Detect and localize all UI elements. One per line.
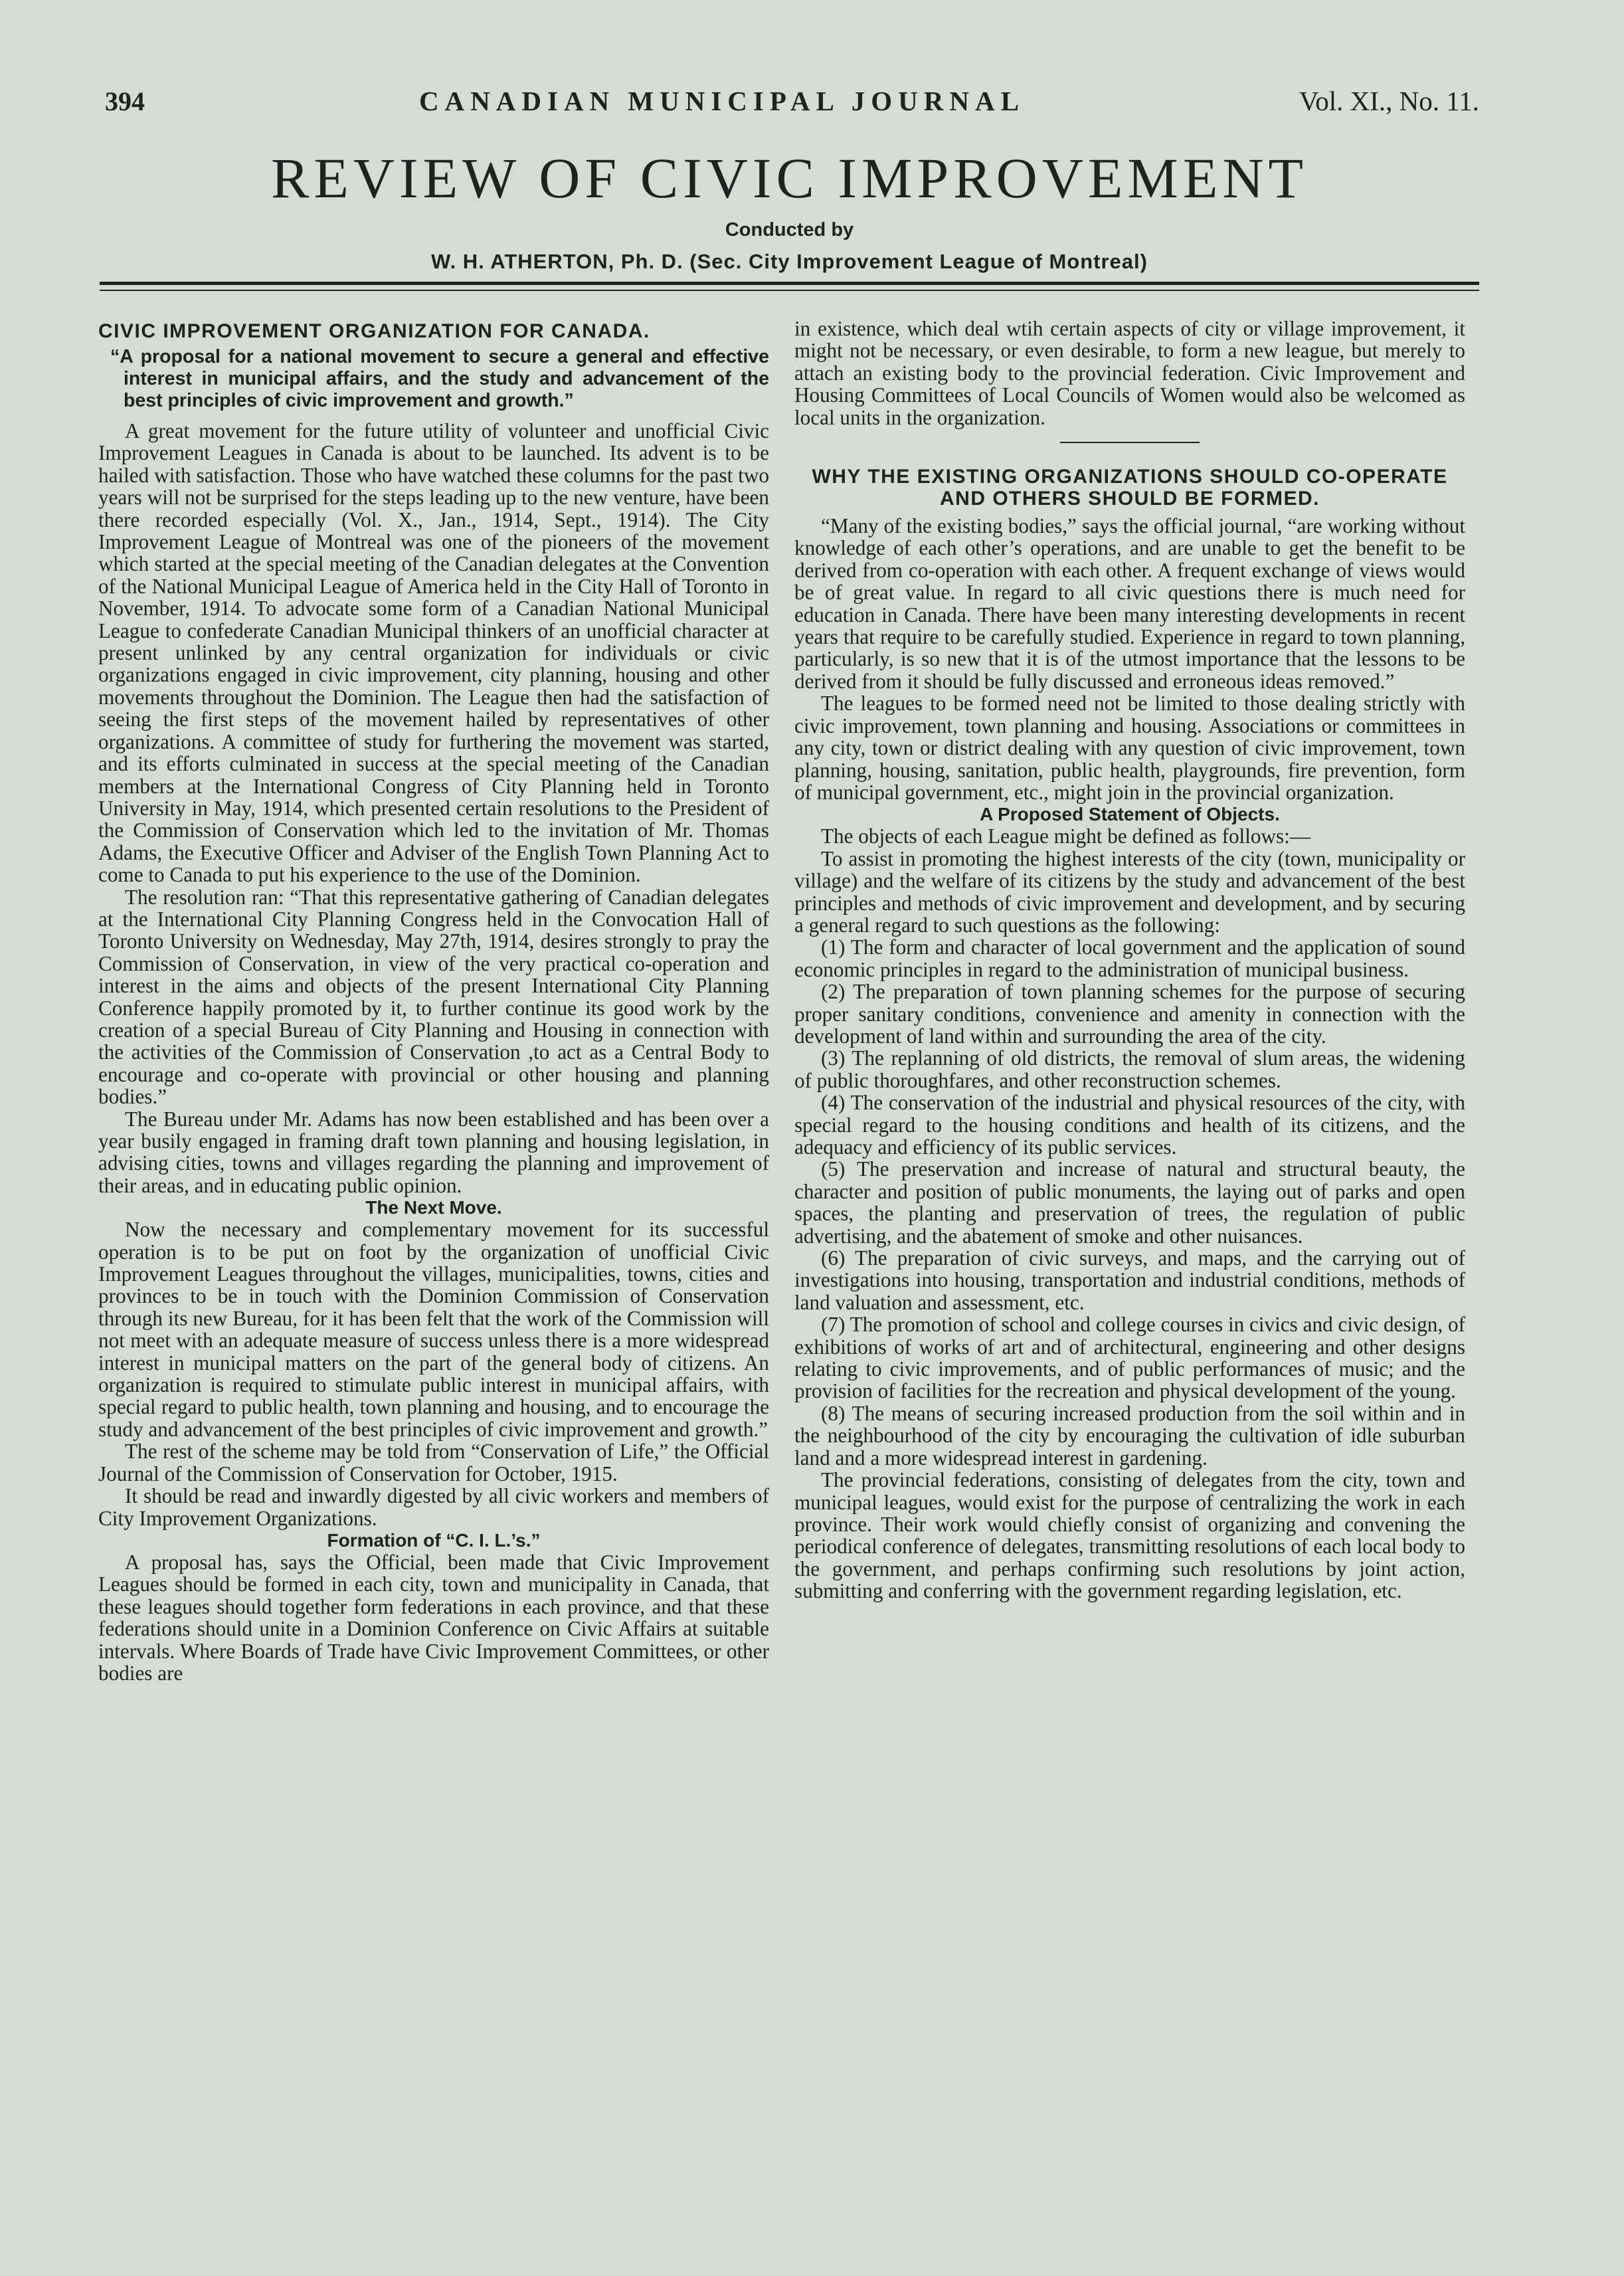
lead-quote: “A proposal for a national movement to secure a general and effective interest in municipal affairs, and the study and advancement of the best principles of civic improvement and growth.” (110, 346, 769, 411)
paragraph: The leagues to be formed need not be limited to those dealing strictly with civic improvement, town planning and housing. Associations or committees in any city, town or district dealing with any question of civic improvement, town planning, housing, sanitation, public health, playgrounds, fire prevention, form of municipal government, etc., might join in the provincial organization. (794, 692, 1465, 804)
article-heading: CIVIC IMPROVEMENT ORGANIZATION FOR CANADA. (98, 320, 650, 342)
section-divider (1060, 442, 1200, 443)
volume-issue: Vol. XI., No. 11. (1299, 86, 1479, 116)
right-column (794, 318, 1465, 1602)
paragraph: To assist in promoting the highest interests of the city (town, municipality or village) and the welfare of its citizens by the study and advancement of the best principles and methods of civic improvement and development, and by securing a general regard to such questions as the following: (794, 846, 1465, 937)
list-item: (6) The preparation of civic surveys, and maps, and the carrying out of investigations into housing, transportation and industrial conditions, methods of land valuation and assessment, etc. (794, 1246, 1465, 1314)
paragraph: Now the necessary and complementary movement for its successful operation is to be put on foot by the organization of unofficial Civic Improvement Leagues throughout the villages, municipalities, towns, cities and provinces to be in touch with the Dominion Commission of Conservation through its new Bureau, for it has been felt that the work of the Commission will not meet with an adequate measure of success unless there is a more widespread interest in municipal matters on the part of the general body of citizens. An organization is required to stimulate public interest in municipal affairs, with special regard to public health, town planning and housing, and to encourage the study and advancement of the best principles of civic improvement and growth.” (98, 1218, 769, 1441)
list-item: (3) The replanning of old districts, the removal of slum areas, the widening of public thoroughfares, and other reconstruction schemes. (794, 1046, 1465, 1092)
section-heading: WHY THE EXISTING ORGANIZATIONS SHOULD CO-OPERATE AND OTHERS SHOULD BE FORMED. (812, 466, 1448, 510)
header-rule-thin (100, 290, 1479, 291)
page-number: 394 (105, 86, 145, 116)
paragraph: It should be read and inwardly digested by all civic workers and members of City Improvement Organizations. (98, 1484, 769, 1530)
conducted-by: Conducted by (725, 219, 854, 240)
paragraph: The Bureau under Mr. Adams has now been established and has been over a year busily engaged in framing draft town planning and housing legislation, in advising cities, towns and villages regarding the planning and improvement of their areas, and in educating public opinion. (98, 1107, 769, 1197)
subheading-objects: A Proposed Statement of Objects. (980, 804, 1280, 825)
paragraph: The rest of the scheme may be told from “Conservation of Life,” the Official Journal of the Commission of Conservation for October, 1915. (98, 1440, 769, 1485)
paragraph: The resolution ran: “That this representative gathering of Canadian delegates at the International City Planning Congress held in the Convocation Hall of Toronto University on Wednesday, May 27th, 1914, desires strongly to pray the Commission of Conservation, in view of the very practical co-operation and interest in the aims and objects of the present International City Planning Conference happily promoted by it, to further continue its good work by the creation of a special Bureau of City Planning and Housing in connection with the activities of the Commission of Conservation ,to act as a Central Body to encourage and co-operate with provincial or other housing and planning bodies.” (98, 885, 769, 1109)
subheading-next-move: The Next Move. (365, 1197, 502, 1218)
list-item: (8) The means of securing increased production from the soil within and in the neighbourhood of the city by encouraging the cultivation of idle suburban land and a more widespread interest in gardening. (794, 1401, 1465, 1470)
list-item: (2) The preparation of town planning schemes for the purpose of securing proper sanitary conditions, convenience and amenity in connection with the development of land within and surrounding the area of the city. (794, 980, 1465, 1048)
list-item: (1) The form and character of local government and the application of sound economic principles in regard to the administration of municipal business. (794, 935, 1465, 981)
list-item: (4) The conservation of the industrial and physical resources of the city, with special regard to the housing conditions and health of its citizens, and the adequacy and efficiency of its public services. (794, 1091, 1465, 1159)
list-item: (7) The promotion of school and college courses in civics and civic design, of exhibitions of works of art and of architectural, engineering and other designs relating to civic improvements, and of public performances of music; and the provision of facilities for the recreation and physical development of the young. (794, 1313, 1465, 1403)
running-header (105, 85, 1479, 125)
page-title: REVIEW OF CIVIC IMPROVEMENT (270, 146, 1308, 210)
subheading-formation: Formation of “C. I. L.’s.” (327, 1529, 541, 1551)
paragraph: in existence, which deal wtih certain aspects of city or village improvement, it might not be necessary, or even desirable, to form a new league, but merely to attach an existing body to the provincial federation. Civic Improvement and Housing Committees of Local Councils of Women would also be welcomed as local units in the organization. (794, 317, 1465, 429)
left-column (98, 318, 769, 1684)
paragraph: A proposal has, says the Official, been made that Civic Improvement Leagues should be formed in each city, town and municipality in Canada, that these leagues should together form federations in each province, and that these federations should unite in a Dominion Conference on Civic Affairs at suitable intervals. Where Boards of Trade have Civic Improvement Committees, or other bodies are (98, 1550, 769, 1685)
paragraph: A great movement for the future utility of volunteer and unofficial Civic Improvement Leagues in Canada is about to be launched. Its advent is to be hailed with satisfaction. Those who have watched these columns for the past two years will not be surprised for the steps leading up to the new venture, have been there recorded especially (Vol. X., Jan., 1914, Sept., 1914). The City Improvement League of Montreal was one of the pioneers of the movement which started at the special meeting of the Canadian delegates at the Convention of the National Municipal League of America held in the City Hall of Toronto in November, 1914. To advocate some form of a Canadian National Municipal League to confederate Canadian Municipal thinkers of an unofficial character at present unlinked by any central organization for individuals or civic organizations engaged in civic improvement, city planning, housing and other movements throughout the Dominion. The League then had the satisfaction of seeing the first steps of the movement hailed by representatives of other organizations. A committee of study for furthering the movement was started, and its efforts culminated in success at the special meeting of the Canadian members at the International Congress of City Planning held in Toronto University in May, 1914, which presented certain resolutions to the President of the Commission of Conservation which led to the invitation of Mr. Thomas Adams, the Executive Officer and Adviser of the English Town Planning Act to come to Canada to put his experience to the use of the Dominion. (98, 419, 769, 887)
paragraph: “Many of the existing bodies,” says the official journal, “are working without knowledge of each other’s operations, and are unable to get the benefit to be derived from co-operation with each other. A frequent exchange of views would be of great value. In regard to all civic questions there is much need for education in Canada. There have been many interesting developments in recent years that require to be carefully studied. Experience in regard to town planning, particularly, is so new that it is of the utmost importance that the lessons to be derived from it should be fully discussed and erroneous ideas removed.” (794, 514, 1465, 693)
header-rule-thick (100, 282, 1479, 285)
author-line: W. H. ATHERTON, Ph. D. (Sec. City Improvement League of Montreal) (431, 250, 1148, 273)
list-item: (5) The preservation and increase of natural and structural beauty, the character and position of public monuments, the laying out of parks and open spaces, the planting and preservation of trees, the regulation of public advertising, and the abatement of smoke and other nuisances. (794, 1157, 1465, 1248)
paragraph: The objects of each League might be defined as follows:— (821, 824, 1310, 848)
journal-name: CANADIAN MUNICIPAL JOURNAL (418, 86, 1025, 116)
paragraph: The provincial federations, consisting of delegates from the city, town and municipal leagues, would exist for the purpose of centralizing the work in each province. Their work would chiefly consist of organizing and convening the periodical conference of delegates, transmitting resolutions of each local body to the government, and perhaps confirming such resolutions by joint action, submitting and conferring with the government regarding legislation, etc. (794, 1468, 1465, 1603)
